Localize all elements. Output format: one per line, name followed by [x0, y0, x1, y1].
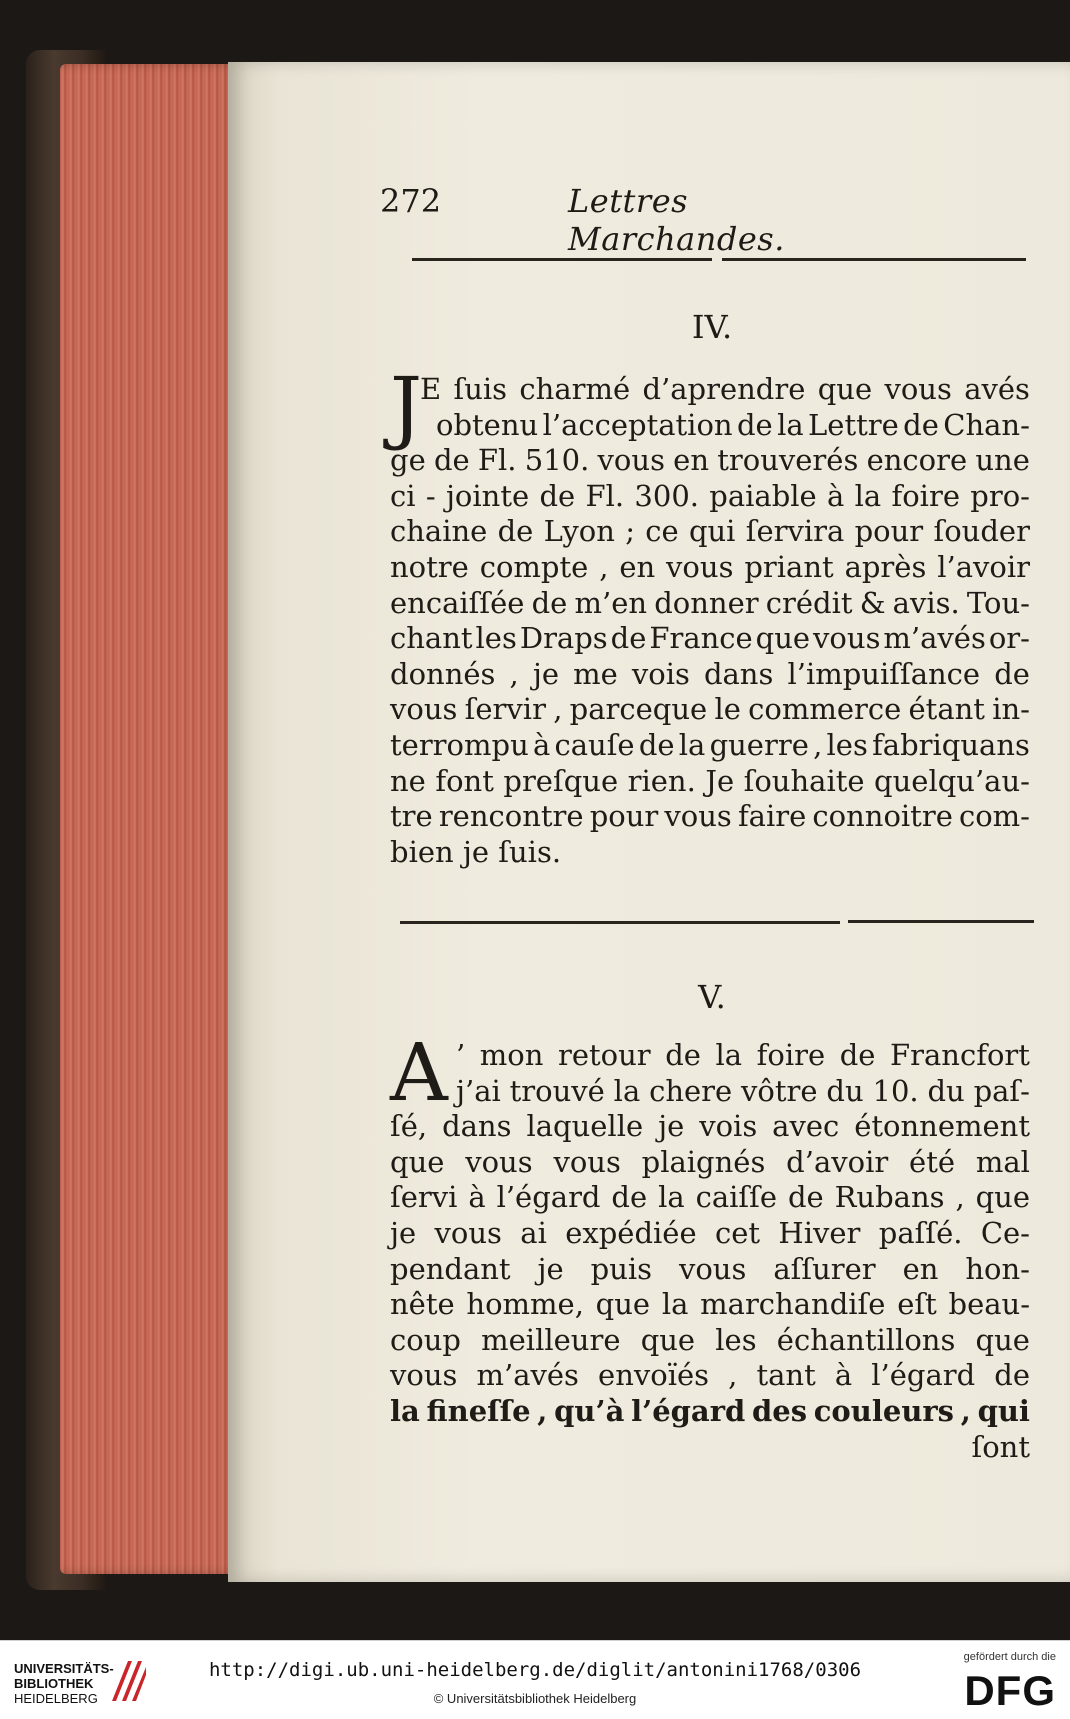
letter-number-iv: IV. — [691, 308, 733, 346]
text-line: terrompu à cauſe de la guerre , les fabriquans — [390, 727, 1030, 762]
text-line: que vous vous plaignés d’avoir été mal — [390, 1144, 1030, 1179]
page-edges — [60, 64, 240, 1574]
text-line: ſervi à l’égard de la caiſſe de Rubans , que — [390, 1180, 1030, 1215]
text-line: vous ſervir , parceque le commerce étant in- — [390, 692, 1030, 727]
text-line: ne font preſque rien. Je ſouhaite quelqu’au- — [390, 763, 1030, 798]
permalink-url[interactable]: http://digi.ub.uni-heidelberg.de/diglit/antonini1768/0306 — [208, 1659, 862, 1681]
funded-by-label: gefördert durch die — [963, 1651, 1056, 1663]
text-line: tre rencontre pour vous faire connoitre com- — [390, 799, 1030, 834]
text-line: chaine de Lyon ; ce qui ſervira pour ſouder — [390, 514, 1030, 549]
text-line: j’ai trouvé la chere vôtre du 10. du paſ- — [456, 1073, 1030, 1108]
letter-v — [390, 1026, 1030, 1465]
text-line: notre compte , en vous priant après l’avoir — [390, 549, 1030, 584]
letter-iv — [390, 360, 1030, 870]
header-rule-left — [412, 258, 712, 261]
page-header — [380, 182, 880, 258]
text-line: vous m’avés envoïés , tant à l’égard de — [390, 1358, 1030, 1393]
text-line: chant les Draps de France que vous m’avés or- — [390, 621, 1030, 656]
running-title: Lettres Marchandes. — [568, 182, 785, 258]
drop-cap: J — [390, 360, 423, 453]
section-rule-left — [400, 921, 840, 924]
text-line: bien je ſuis. — [390, 834, 562, 869]
library-name-line: UNIVERSITÄTS- — [14, 1661, 114, 1676]
copyright-notice: © Universitätsbibliothek Heidelberg — [433, 1691, 637, 1706]
section-rule-right — [848, 920, 1034, 923]
viewer-footer — [0, 1640, 1070, 1719]
text-line: ’ mon retour de la foire de Francfort — [456, 1038, 1030, 1072]
header-rule-right — [722, 258, 1026, 261]
page-number: 272 — [380, 182, 442, 220]
text-line: obtenu l’acceptation de la Lettre de Chan- — [436, 407, 1030, 442]
text-line: ſé, dans laquelle je vois avec étonnement — [390, 1109, 1030, 1144]
text-line: je vous ai expédiée cet Hiver paſſé. Ce- — [390, 1215, 1030, 1250]
text-line: donnés , je me vois dans l’impuiſſance de — [390, 656, 1030, 691]
library-name-line: HEIDELBERG — [14, 1691, 98, 1706]
letter-number-v: V. — [698, 978, 726, 1016]
drop-cap: A — [390, 1026, 448, 1119]
text-line: ci - jointe de Fl. 300. paiable à la foire pro- — [390, 478, 1030, 513]
text-line: nête homme, que la marchandiſe eſt beau- — [390, 1287, 1030, 1322]
text-line: coup meilleure que les échantillons que — [390, 1322, 1030, 1357]
text-line: encaiſſée de m’en donner crédit & avis. Tou- — [390, 585, 1030, 620]
library-name-line: BIBLIOTHEK — [14, 1676, 94, 1691]
catchword: ſont — [971, 1429, 1030, 1464]
text-line: E ſuis charmé d’aprendre que vous avés — [420, 372, 1030, 406]
dfg-logo: DFG — [964, 1667, 1056, 1714]
text-line: ge de Fl. 510. vous en trouverés encore une — [390, 443, 1030, 478]
text-line: pendant je puis vous aſſurer en hon- — [390, 1251, 1030, 1286]
text-line: la fineſſe , qu’à l’égard des couleurs , qui — [390, 1393, 1030, 1428]
